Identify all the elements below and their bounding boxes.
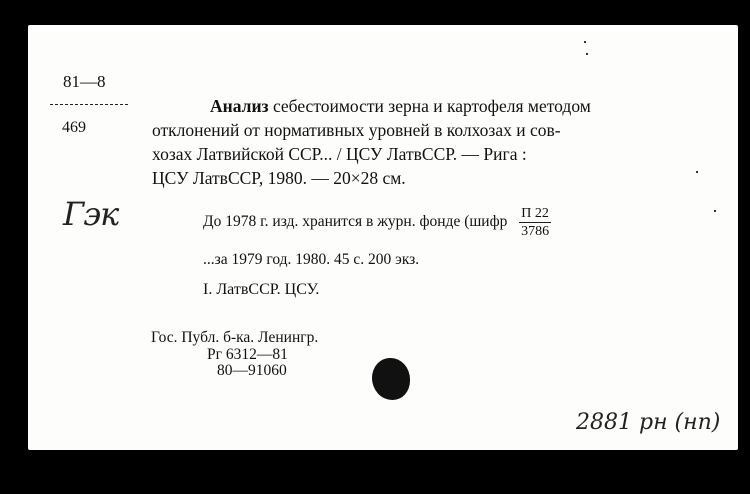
- call-number-bottom: 469: [62, 119, 86, 136]
- description-line-3: хозах Латвийской ССР... / ЦСУ ЛатвССР. — Рига :: [152, 144, 527, 164]
- title-bold-word: Анализ: [210, 96, 269, 116]
- handwritten-code: 2881 рн (нп): [576, 410, 721, 435]
- description-line-2: отклонений от нормативных уровней в колхозах и сов-: [152, 120, 561, 140]
- speck: [584, 41, 586, 43]
- ink-stamp-blot: [372, 358, 410, 400]
- description-line-4: ЦСУ ЛатвССР, 1980. — 20×28 см.: [152, 168, 406, 188]
- journal-fund-text: До 1978 г. изд. хранится в журн. фонде (шифр: [203, 213, 508, 231]
- catalog-card: [28, 25, 738, 450]
- cipher-denominator: 3786: [521, 224, 550, 239]
- handwritten-note: Гэк: [63, 195, 119, 233]
- speck: [714, 210, 716, 212]
- holder-line-3: 80—91060: [217, 362, 287, 379]
- speck: [586, 53, 588, 55]
- journal-fund-note: [203, 205, 551, 240]
- cipher-fraction: [519, 205, 551, 240]
- title-rest: себестоимости зерна и картофеля методом: [268, 96, 591, 116]
- speck: [696, 171, 698, 173]
- subject-entry: I. ЛатвССР. ЦСУ.: [203, 281, 320, 298]
- holder-block: [151, 330, 318, 380]
- holder-line-2: Рг 6312—81: [207, 345, 288, 363]
- description-line-1: [152, 94, 712, 118]
- cipher-numerator: П 22: [521, 206, 549, 221]
- issue-note: ...за 1979 год. 1980. 45 с. 200 экз.: [203, 251, 420, 268]
- call-number-divider: [50, 104, 128, 105]
- call-number-top: 81—8: [63, 72, 106, 91]
- holder-line-1: Гос. Публ. б-ка. Ленингр.: [151, 329, 319, 346]
- bibliographic-description: [152, 94, 712, 190]
